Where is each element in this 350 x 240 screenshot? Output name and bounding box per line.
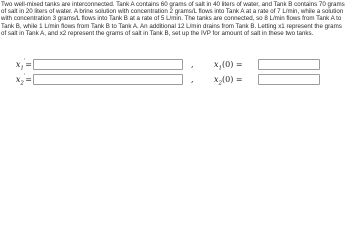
x1-initial-input[interactable]: [258, 59, 320, 70]
x1-initial-label: $x_1(0)$ =: [214, 60, 243, 72]
x2-initial-label: $x_2(0)$ =: [214, 75, 243, 87]
equation-row-2: [0, 74, 350, 86]
equation-row-1: [0, 59, 350, 71]
x2-initial-input[interactable]: [258, 74, 320, 85]
x1-derivative-input[interactable]: [33, 59, 183, 70]
x1-derivative-label: $x_1'=$: [15, 58, 32, 72]
separator-comma: ,: [191, 75, 194, 84]
x2-derivative-input[interactable]: [33, 74, 183, 85]
x2-derivative-label: $x_2'=$: [15, 73, 32, 87]
separator-comma: ,: [191, 60, 194, 69]
problem-statement: Two well-mixed tanks are interconnected. Tank A contains 60 grams of salt in 40 liters of water, and Tank B contains 70 grams of salt in 20 liters of water. A brine solution with concentration 2 grams/L flows into Tank A at a rate of 7 L/min, while a solution with concentration 3 grams/L flows into Tank B at a rate of 5 L/min. The tanks are connected, so 8 L/min flows from Tank A to Tank B, while 1 L/min flows from Tank B to Tank A. An additional 12 L/min drains from Tank B. Letting x1 represent the grams of salt in Tank A, and x2 represent the grams of salt in Tank B, set up the IVP for amount of salt in these two tanks.: [1, 1, 345, 37]
